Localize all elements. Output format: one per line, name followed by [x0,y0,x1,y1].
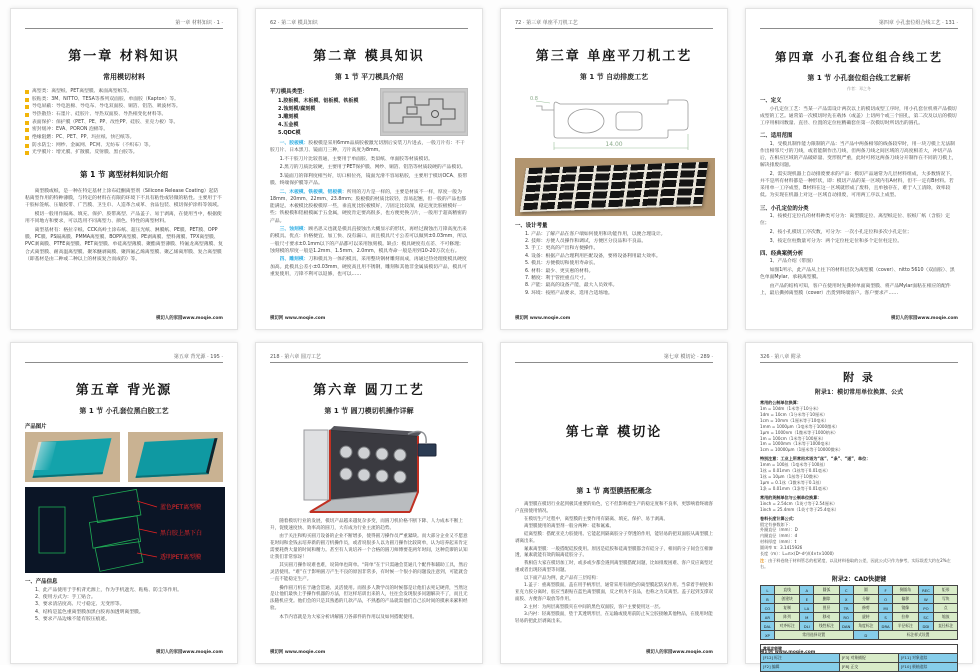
bullet-item [25,111,223,119]
cad-label-blue-pet: 蓝色PET离型膜 [160,504,202,511]
mold-type-list [270,88,370,137]
page-chapter6-rotary [255,342,483,664]
table-row: L 直线 A 圆弧 C 圆 F 倒圆角 REC 矩形 [761,586,958,595]
header-text: 326 · 第八章 附录 [760,354,801,360]
formula-line: 长度（m）：L=π×(D²-d²)/(4×t×1000) [760,551,834,557]
conversion-line: 1μm = 0.1丝（1微米等于0.1丝） [760,479,824,485]
paragraph: 二、木板模、铁板模、铝板模：所用的刀片是一样的，主要是材质不一样，厚度一般为18mm、20mm、22mm、23.8mm；胶板模的材质比较轻，容易起翘，但一般的产品也都能满足。木板模比胶板模厚一些，垂直度比胶板模好，刀固定比较深，稳定度比胶板模好一些；铁板模和铝板模属于五金属，硬度肯定要高很多，也方便更换刀片，一般用于超高精密的产品。 [270,189,467,224]
conversion-line: 1m = 1000mm（1米等于1000毫米） [760,441,833,447]
paragraph: 小孔定位工艺：当某一产品需设计两次以上的模切成型工序时，用小孔套位机将产品模切成型的工艺。通常第一次模切时先在载体（或盖）上切两个或三个圆孔，第二次及以后的模切工序用相同数量、直径、位置的定位柱精确套住第一次模切时所切出的圆孔。 [760,106,957,126]
cad-shortcuts-table [760,585,958,640]
bullet-text: 绝缘阻燃：PC、PET、PP、玛拉纸、快巴纸等。 [32,135,135,141]
control-screen [418,444,436,456]
bullet-text: 光学膜片：增光膜、扩散膜、反射膜、黑白胶等。 [32,150,138,156]
rotary-machine-drawing [290,422,448,514]
note-line: 注：由于料卷绕于材料管芯的松紧度，以及材料卷取的公差，因此公式只作为参考，实际误差大约在2%左右。 [760,558,951,569]
metric-head: 常用的公制单位换算： [760,400,801,405]
industry-lines [760,462,958,492]
chapter-title: 第六章 圆刀工艺 [313,383,425,398]
table-row: [F2] 编辑 [F8] 正交 [F10] 极轴追踪 [761,663,958,672]
chapter-title: 第三章 单座平刀机工艺 [535,49,693,64]
mold-type-item: 2.蚀刻模/腐刻模 [278,105,316,112]
page-header [270,353,468,363]
keyword-lead: 四、雕刻模： [279,257,309,263]
paragraph: 我相信大家在模切加工时，或多或少都会遇到离型膜搭配问题，比如排废困难、客户反应离型过重或者出现轻离型等问题。 [515,561,713,573]
chapter-title: 第二章 模具知识 [313,49,425,64]
paragraph: 2、需实现机器上自动排废要求的产品：模切产品通常为几层材料组成，大多数情况下，并不是所有材料都是一种形状，即：模切产品的某一区域内有A材料，但不一定有B材料。若采用单一工序成型，B材料在这一区域就形成了废料，且单独存在，难于人工清除，效率较低。为实现在机器上对这一区域自动排废，可用两工序以上成型。 [760,171,955,199]
keyword-lead: 三、蚀刻模： [279,227,309,233]
conversion-line: 1mm = 100丝（1毫米等于100丝） [760,462,828,468]
header-text: 218 · 第六章 圆刀工艺 [270,354,321,360]
industry-head: 特别注意：工业上所常用术语为“丝”、“条”、“道”，单位： [760,456,871,462]
bullet-square-icon [25,144,29,148]
metric-lines [760,406,958,453]
dimension-thickness: 0.8 [530,96,538,102]
bullet-item [25,119,223,127]
bullet-text: 防水防尘：网纱、金属网、PC网、无纺布（不织布）等。 [32,142,154,148]
paragraph: 离型膜或纸，是一种在特定基材上涂布硅酮离型剂（Silicone Release Coating）起防粘离型作用的特种薄膜，与特定的材料在有限的环境下不具有粘性或轻微的粘性。主要用于不干胶标签纸、压敏胶带、广告膜、卫生巾、人造革合成革、食品包装、模切保护涂料等领域。 [25,189,222,209]
bullet-item [25,103,223,111]
table-row: B 创建块 E 删除 X 分解 O 偏移 W 写块 [761,595,958,604]
cad-label-bw-adhesive: 黑白胶上黑下白 [160,530,203,537]
block-heading: 三、小孔定位的分类 [760,205,809,212]
page-header [760,353,958,363]
conversion-line: 1cm = 10mm（1厘米等于10毫米） [760,417,829,423]
design-item: 1. 产品：了解产品在客户端如何使用和功能作用，以便合理设计。 [525,231,666,237]
bullet-item [25,126,223,134]
table-header-row: 常用功能键 [761,645,958,654]
conversion-line: 1cm = 10000μm（1厘米等于10000微米） [760,447,843,453]
chapter-subtitle: 第 1 节 圆刀模切机操作详解 [324,407,414,415]
page-footer: 模切人的家园www.moqie.com [646,650,713,655]
paragraph: 离型基材有：格拉辛纸、CCK高岭土涂布纸、超压光纸、淋膜纸、PE膜、PET膜、OPP膜、PC膜、PS隔离膜、PMMA离型膜、BOPP离型膜、PE剥离膜、塑料薄膜、TPX离型膜、PVC剥离膜、PTFE离型膜、PET离型膜、单硅离型薄膜、聚酯离型薄膜、特氟龙离型薄膜、复合式离型膜、耐高温离型膜、聚苯醚剥离膜、聚四氟乙烯离型膜、聚乙烯离形膜、复合离型膜（即基材是由二种或二种以上的材质复合而成的）等。 [25,227,223,262]
structure-cad-panel [25,487,225,573]
table-row-merged: XP 常用选择设置 D 标注样式设置 [761,631,958,640]
product-info-item: 3、要求清洁度高、尺寸稳定、无变形等。 [35,602,125,608]
product-info-item: 1、此产品使用于手机背光源上，作为手机遮光、粘贴、防尘等作用。 [35,587,182,593]
design-item: 5. 模具：方便模切和使用寿命长。 [525,261,599,267]
cut-pieces-grid [520,162,708,212]
body-paragraphs [270,519,468,621]
conversion-line: 1inch = 2.54cm（1英寸等于2.54厘米） [760,500,838,506]
paragraph: 1、按被打定位孔的材料种类可分为：离型膜定位、离型纸定位、胶纸厂纸（含胶）定位； [760,214,951,227]
conversion-line: 1m = 10dm（1米等于10分米） [760,405,821,411]
bullet-square-icon [25,113,29,117]
formula-line: 外圈直径（mm）：D [760,527,798,533]
conversion-line: 1inch = 25.4mm（1英寸等于25.4毫米） [760,506,839,512]
design-item: 3. 手工：更高的产出和方便操作。 [525,246,599,252]
design-list [515,231,713,298]
die-cut-sheet-photo [515,158,715,216]
formula-line: 假定有参数如下： [760,521,793,527]
formula-line: 材料厚度（mm）：t [760,539,797,545]
page-footer: 模切网 www.moqie.com [760,650,816,655]
bullet-text: 离型类：离型纸、PET离型膜、素面离型纸等。 [32,89,132,94]
paragraph: 本节内容就是为大家分析讲解圆刀各部件的作用以及如何搭配使用。 [279,614,418,620]
product-photo-2 [128,432,223,482]
bullet-square-icon [25,90,29,94]
table-row: DAL 对齐标注 DLI 线性标注 DAN 角度标注 DRA 半径标注 DDI 直径标注 [761,622,958,631]
header-text: 第一章 材料知识 · 1 · [175,20,223,26]
cad-label-clear-pet: 透明PET离型膜 [160,554,202,561]
header-text: 62 · 第二章 模具知识 [270,20,318,26]
imperial-lines [760,501,958,513]
product-info-item: 4、结构是蓝色重离型膜加黑白胶再加透明离型膜。 [35,609,144,615]
unit-conversions [760,400,958,569]
body-paragraphs [25,188,223,263]
chapter-title: 第一章 材料知识 [68,49,180,64]
page-chapter5-backlight [10,342,238,664]
formula-lines [760,522,958,558]
body-blocks [760,96,958,297]
mold-type-item: 1.胶板模、木板模、铝板模、铁板模 [278,97,359,104]
formula-line: 内圈直径（mm）：d [760,533,798,539]
function-key-rows [761,654,958,672]
body-paragraphs [270,140,468,278]
mold-type-item: 3.雕刻模 [278,113,299,120]
bullet-text: 密封缓冲：EVA、PORON 泡棉等。 [32,127,109,133]
page-chapter7-theory [500,342,728,664]
bullet-text: 胶粘类：3M、NITTO、TESA等系列双面胶、单面胶（Kapton）等。 [32,96,179,102]
paragraph: 3.镜面刀的锋利度相当好，切口相位亮，镜面光滑不容易粘胶，主要用于模切OCA、胶带膜、终端保护膜等产品。 [270,173,468,187]
paragraph: 以下面产品为例，此产品有三层结构： [524,575,601,581]
bullet-item [25,149,223,157]
chapter-subtitle: 第 1 节 小孔套位黑白胶工艺 [79,407,169,415]
product-photos [25,432,223,482]
conversion-line: 1dm = 10cm（1分米等于10厘米） [760,411,828,417]
appendix-subtitle: 附录1：模切常用单位换算、公式 [814,389,904,396]
paragraph: 由于关注和购买圆刀设备的企业不断增多，使得圆刀操作员严重紧缺。而大部分企业又不愿意花时间和金钱去培养新的圆刀机操作员，或者说很多人以为圆刀操作比较简单，认为培养起来肯定需要耗费大量的时间和精力。甚至有人说培养一个合格的圆刀师傅要花两年时间，这种荒谬的认知让我们非常惊讶！ [270,534,468,560]
paragraph: 模切一般用作隔离、填充、保护、胶带离型、产品盖子、易于剥离，在使用当中，根据使用不同地方和要求，可以选用不同离型力、颜色、特性的离型材料。 [25,212,222,225]
paragraph: 其实圆刀操作说难也难，说简单也简单。“简单”在于只需融会贯通几个配件和辅助工具，然后灵活使用。“难”在于影响圆刀产生不良的原因非常多，有时候一个很小的问题没注意到，可能就会一直不能稳定生产。 [270,563,468,583]
conversion-line: 1丝 = 10μm（1丝等于10微米） [760,474,822,480]
bullet-square-icon [25,128,29,132]
bullet-text: 导电屏蔽：导电泡棉、导电布、导电双面胶、铜箔、铝箔、吸波材等。 [32,104,181,110]
table-row: CO 复制 LA 图层 TR 修剪 MI 镜像 PO 点 [761,604,958,613]
header-text: 第五章 背光源 · 195 · [173,354,223,360]
material-bullet-list [25,88,223,157]
paragraph: 在模切生产过程中，离型膜的主要作用有隔离、填充、保护、易于剥离。 [524,516,668,522]
page-header [760,19,958,29]
bullet-square-icon [25,98,29,102]
dimension-width: 14.00 [605,141,623,148]
product-photos-label: 产品图片 [25,424,47,430]
paragraph: 四、雕刻模：刀和模具为一体的模具，采用整块钢材雕刻而成，再通过热处理使模具硬度加高。此模具公差小±0.03mm，硬度高且用不锈钢，雕刻和其他非金属质模切产品，模具可重复使用，刀锋不利可以返修，也可以…… [270,257,467,277]
bullet-item [25,88,223,96]
note-label: 注 [760,558,765,564]
page-chapter2-molds [255,8,483,330]
conversion-line: 1m = 100cm（1米等于100厘米） [760,435,826,441]
paragraph: 2.黑刀的刀质比较硬，主要用于PET保护膜、网纱、铜箔、铝箔等材质较硬的产品模切。 [279,165,466,171]
bullet-square-icon [25,151,29,155]
design-item: 4. 设备：根据产品合理利用匹配设备，要将设备利用最大效率。 [525,253,661,259]
header-text: 72 · 第三章 单座平刀机工艺 [515,20,578,26]
mold-type-label: 平刀模具类型： [270,89,308,95]
body-paragraphs [515,502,713,626]
header-text: 第四章 小孔套位组合线工艺 · 131 · [878,20,958,26]
bullet-item [25,142,223,150]
product-info-item: 2、使用方式为：手工贴合。 [35,594,96,600]
bullet-square-icon [25,121,29,125]
cad-shortcut-rows [761,586,958,631]
table-row: AR 阵列 M 移动 RO 旋转 S 拉伸 SC 缩放 [761,613,958,622]
page-footer: 模切人的家园www.moqie.com [891,316,958,321]
paragraph: 一、胶板模：胶板模是采用6mm品质胶板激光切割后安装刀片进去，一般刀片有：不干胶刀片、日本黑刀、镜面刀三种，刀片高度为8mm。 [270,140,465,153]
paragraph: 1、产品介绍（带图） [769,259,816,265]
paragraph: 1、受模具制作能力限制的产品：当产品中两条相邻的线条较窄时，用一块刀模上无法制作出相邻尺寸的刀线，或者能制作出刀线，但两条刀线之间区域的刀高度相差大，冲切产品后，在相应区域的产品破碎量、变形很严重，此时可将这两条刀线分开制作在不同的刀模上，解决排废问题。 [760,141,957,169]
paragraph: 如图1所示，此产品从上往下的材料层次为离型膜（cover）、nitto 5610（双面胶）、黑色单面Mylar、承载离型膜。 [760,268,955,281]
paragraph: 离型膜使用的离型剂一般分两种：硅和氟素。 [524,524,614,530]
part-cad-drawing [516,88,712,154]
mold-types-block [270,88,468,137]
teal-film [136,438,218,478]
page-header [515,19,713,29]
page-appendix [745,342,973,670]
design-item: 2. 技师：方便人员操作和调试，方便区分良品和不良品。 [525,238,647,244]
block-heading: 二、适用范围 [760,133,793,140]
page-footer: 模切人的家园www.moqie.com [156,316,223,321]
bullet-text: 表面保护：保护膜（PET、PE、PP、改性PP、硅胶、亚克力板）等。 [32,119,179,125]
bullet-square-icon [25,136,29,140]
bullet-square-icon [25,105,29,109]
paragraph: 随着模切行业的发展，模切产品越来越复杂多变，而圆刀机价格不断下降、人力成本不断上升，促使速度快、效率高的圆刀，大有成为行业主流的趋势。 [270,519,463,531]
paragraph: 2、按小孔模切工序次数，可分为：一次小孔定位和多次小孔定位； [769,229,912,235]
page-footer: 模切人的家园www.moqie.com [156,650,223,655]
mold-type-items [270,97,370,137]
keyword-lead: 二、木板模、铁板模、铝板模： [279,189,347,195]
product-info-list [25,587,223,624]
design-head: 一、设计考量 [515,223,548,229]
chapter-title: 第七章 模切论 [565,425,663,440]
flat-die-outline [381,89,467,135]
paragraph: 2.主材：为两层离型膜夹在中间的黑色双面胶，客户主要使用这一层。 [524,604,664,610]
bullet-item [25,96,223,104]
mold-type-item: 5.QDC模 [278,129,301,136]
rotary-machine-photo [290,422,448,514]
conversion-line: 1条 = 0.01mm（1条等于0.01毫米） [760,485,831,491]
structure-cad-drawing [25,487,225,573]
imperial-head: 常用的英制单位与公制单位换算： [760,494,822,500]
header-text: 第七章 模切论 · 289 · [663,354,713,360]
page-header [25,353,223,363]
paragraph: 1.不干胶刀片比较普通，主要用于单面胶、类似纸、单面胶等材质模切。 [279,156,433,162]
paragraph: 由产品的结构可知，客户在使用时先撕掉单面离型膜、将产品Mylar面粘在相应的配件上，最后撕掉离型膜（cover）出货到终端客户。客户要求产…… [760,283,951,297]
page-chapter1-materials [10,8,238,330]
formula-head: 卷料长度计算公式： [760,515,797,521]
block-heading: 四、经典案例分析 [760,250,804,257]
conversion-line: 1μm = 1000nm（1微米等于1000纳米） [760,429,839,435]
chapter-subtitle: 第 1 节 平刀模具介绍 [334,73,404,81]
chapter-title: 第五章 背光源 [75,383,173,398]
product-photo-1 [25,432,120,482]
chapter-subtitle: 常用模切材料 [103,73,145,81]
page-chapter3-flat-knife [500,8,728,330]
appendix-title: 附 录 [843,371,875,384]
flat-die-photo [380,88,468,136]
section-heading: 第 1 节 离型材料知识介绍 [79,170,169,180]
chapter-subtitle: 第 1 节 小孔套位组合线工艺解析 [807,74,911,82]
table-row: [F12] 标注 [F3] 对象捕捉 [F11] 对象追踪 [761,654,958,663]
page-footer: 模切网 www.moqie.com [270,650,326,655]
paragraph: 离型膜在模切行业起到极其重要的角色，它不但影响着生产的稳定度和不良率，更影响着终端客户直接使用情况。 [515,502,713,514]
chapter-title: 第四章 小孔套位组合线工艺 [774,50,943,64]
block-heading: 一、定义 [760,98,782,104]
paragraph: 氟素离型膜：一般搭配硅胶使用。原因是硅胶和硅离型膜都含有硅分子，相同的分子间会互相渗透，氟素就能有效的隔离硅胶分子。 [515,546,713,559]
part-outline-drawing [516,88,712,154]
conversion-line: 1丝 = 0.01mm（1丝等于0.01毫米） [760,468,831,474]
conversion-line: 1mm = 1000μm（1毫米等于1000微米） [760,423,840,429]
chapter-subtitle: 第 1 节 自动排废工艺 [579,73,649,81]
formula-line: 圆周率 π：3.1415926 [760,545,803,551]
chapter-subtitle: 第 1 节 离型膜搭配概念 [576,487,652,495]
paragraph: 3.内衬：轻离型膜面，垫于其透明形层，在运输或使用前防止灰尘胶接触其他物品，在使用时能轻易的把此层剥离出来。 [515,612,713,624]
design-item: 6. 材料：最少、更实惠的材料。 [525,268,594,274]
design-item: 7. 精度：利于管控重点尺寸。 [525,276,589,282]
paragraph: 硅离型膜：搭配亚克力胶使用。它能起到隔离胶分子穿透的作用，能轻易的把双面胶从离型膜上剥离出来。 [515,532,713,544]
paragraph: 操作圆刀机在于融会贯通、灵活使用。而很多人教学员的时候都是让他们去死记硬背，当然这是让他们最快上手操作机器的方法，但这样培训出来的人，往往会发现很多问题解决不了，而且无法随机应变。他们会的只是其熟悉的几款产品，不熟悉的产品就需他们自己长时间的摸索来累积经验。 [270,585,468,612]
bullet-item [25,134,223,142]
mold-type-item: 4.五金模 [278,121,299,128]
design-item: 9. 环境：按照产品要求，选用合适场地。 [525,290,613,296]
page-header [25,19,223,29]
keyword-lead: 一、胶板模： [279,140,309,146]
page-chapter4-pinhole [745,8,973,330]
page-header [270,19,468,29]
paragraph: 三、蚀刻模：顾名思义也就是模具直接蚀出大概显示的形状，再经过腐蚀出刀锋高度出来的模具。优点：价格便宜、加工快、没有漏口，而且模具尺寸公差可以做到±0.03mm，所以一般尺寸要求±0.1mm以下的产品都可以采用蚀刻模。缺点：模具硬度有点差、不可修理；蚀刻模的厚度一般是1.2mm、1.5mm、2.0mm，模具寿命一般是用到10-20万次左右。 [270,227,467,254]
page-footer: 模切网 www.moqie.com [270,316,326,321]
paragraph: 3、按定位柱数量可分为：两个定位柱定位和多个定位柱定位。 [769,238,903,244]
bullet-text: 导热散热：石墨片、硅胶片、导热双面胶、导热相变化材料等。 [32,112,167,118]
paragraph: 1.盖子：重离型膜面，盖在用手柄形层，通常采用有颜色的离型膜起防呆作用。当拿着手柄处和亚克力胶分离时，胶应当跟贴在蓝色离型膜面，反之则为不良品，也称之为反离型。盖子起到支撑双面胶、方便客户取放等作用。 [515,583,713,602]
page-header [515,353,713,363]
author-line: 作者：邓之冬 [847,86,871,91]
page-footer: 模切网 www.moqie.com [515,316,571,321]
design-item: 8. 产能：最高的设备产能，最大人员效率。 [525,283,618,289]
cad-table-title: 附录2：CAD快捷键 [831,576,887,584]
product-info-item: 5、要求产品边缘不能有胶压痕迹。 [35,617,111,623]
product-info-head: 一、产品信息 [25,579,58,585]
